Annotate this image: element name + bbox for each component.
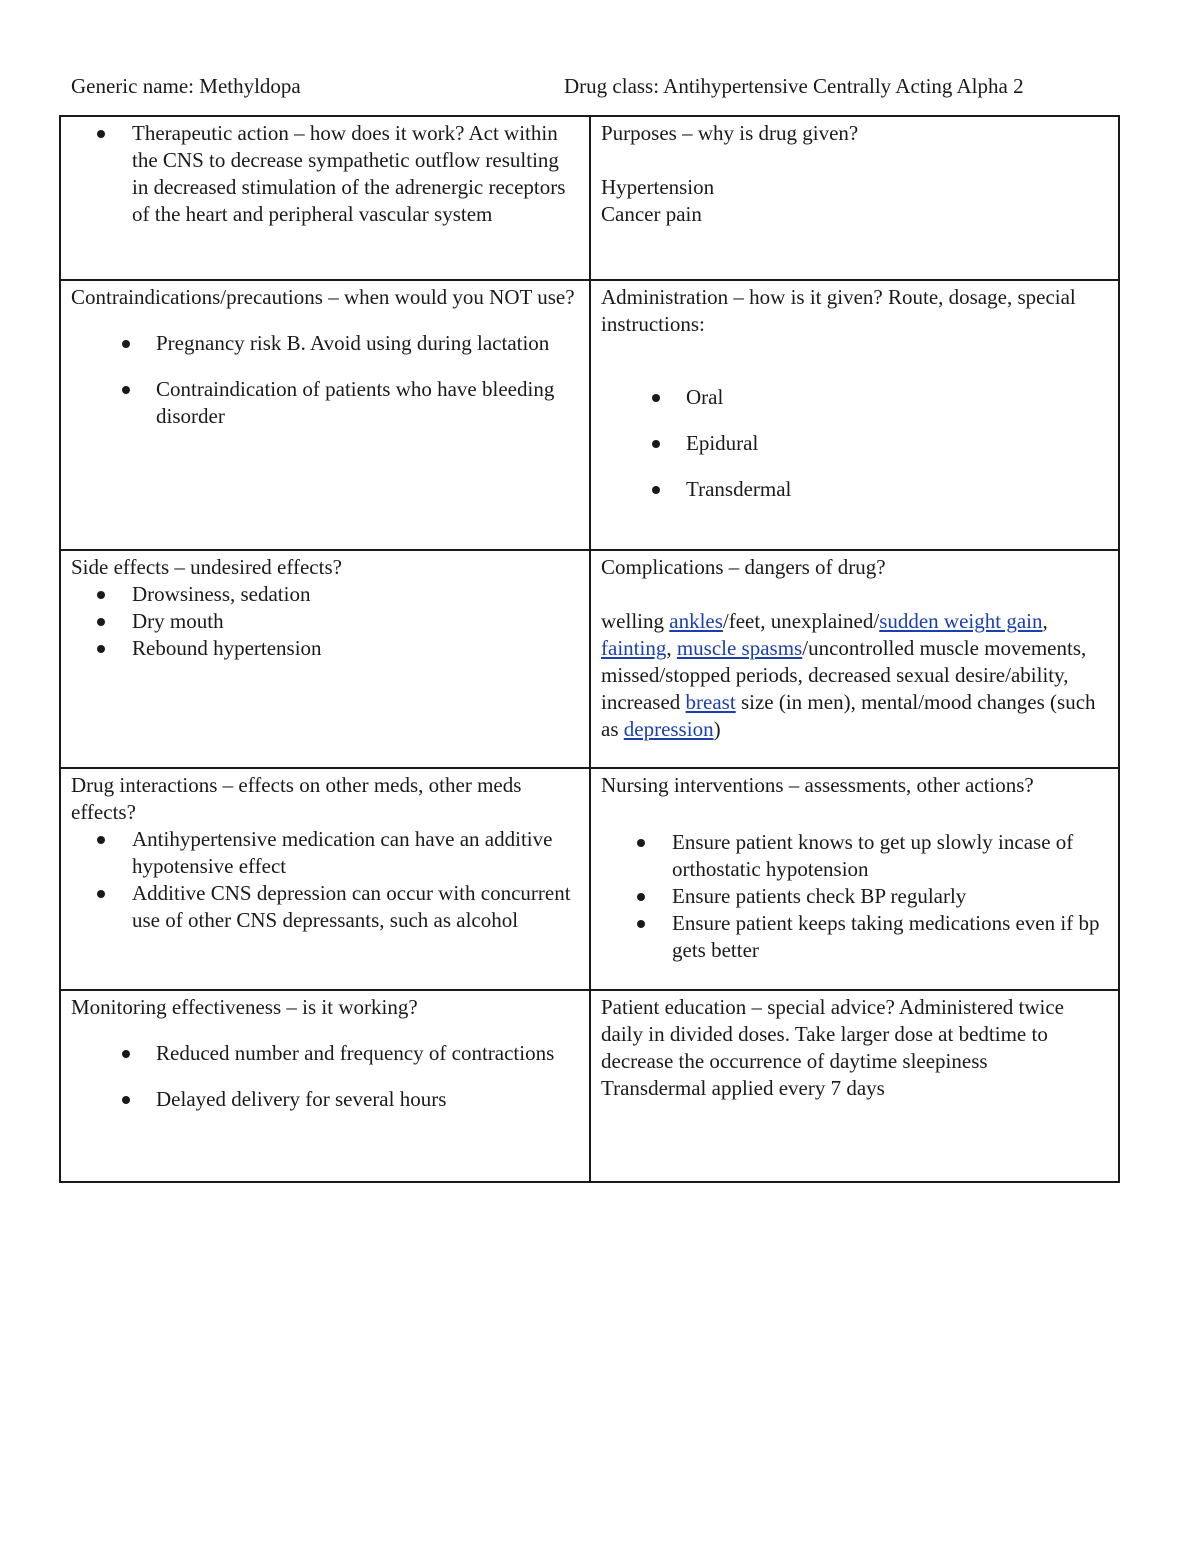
nursing-cell [590, 768, 1119, 990]
bullet-icon [97, 645, 105, 653]
bullet-icon [652, 486, 660, 494]
list-item: Ensure patient keeps taking medications even if bp gets better [591, 910, 1108, 964]
list-item: Contraindication of patients who have bleeding disorder [61, 376, 579, 430]
table-row [60, 280, 1119, 550]
administration-cell [590, 280, 1119, 550]
monitoring-heading: Monitoring effectiveness – is it working? [71, 995, 418, 1019]
link-depression[interactable]: depression [623, 717, 714, 741]
list-item: Additive CNS depression can occur with concurrent use of other CNS depressants, such as alcohol [61, 880, 579, 934]
side-effects-heading: Side effects – undesired effects? [71, 555, 342, 579]
complications-text: welling ankles/feet, unexplained/sudden weight gain, fainting, muscle spasms/uncontrolled muscle movements, missed/stopped periods, decreased sexual desire/ability, increased breast size (in men), mental/mood changes (such as depression) [601, 609, 1096, 741]
side-effects-cell [60, 550, 590, 768]
table-row [60, 116, 1119, 280]
bullet-icon [122, 1096, 130, 1104]
interactions-heading: Drug interactions – effects on other meds, other meds effects? [71, 773, 522, 824]
bullet-icon [122, 386, 130, 394]
list-item: Transdermal [591, 476, 1108, 503]
nursing-heading: Nursing interventions – assessments, other actions? [601, 773, 1034, 797]
list-item: Oral [591, 384, 1108, 411]
bullet-icon [652, 394, 660, 402]
bullet-icon [122, 340, 130, 348]
bullet-icon [637, 920, 645, 928]
list-item: Rebound hypertension [61, 635, 579, 662]
list-item: Delayed delivery for several hours [61, 1086, 579, 1113]
drug-card-table [59, 115, 1120, 1183]
complications-heading: Complications – dangers of drug? [601, 555, 886, 579]
list-item [61, 120, 579, 228]
contraindications-heading: Contraindications/precautions – when would you NOT use? [71, 285, 575, 309]
list-item: Reduced number and frequency of contractions [61, 1040, 579, 1067]
link-sudden-weight-gain[interactable]: sudden weight gain [879, 609, 1043, 633]
complications-cell [590, 550, 1119, 768]
bullet-icon [97, 618, 105, 626]
link-muscle-spasms[interactable]: muscle spasms [676, 636, 803, 660]
therapeutic-text: Therapeutic action – how does it work? Act within the CNS to decrease sympathetic outflow resulting in decreased stimulation of the adrenergic receptors of the heart and peripheral vascular system [132, 121, 566, 226]
monitoring-cell [60, 990, 590, 1182]
bullet-icon [97, 890, 105, 898]
purpose-item: Cancer pain [601, 202, 702, 226]
drug-class: Drug class: Antihypertensive Centrally Acting Alpha 2 [564, 74, 1024, 98]
education-cell [590, 990, 1119, 1182]
list-item: Ensure patients check BP regularly [591, 883, 1108, 910]
list-item: Ensure patient knows to get up slowly incase of orthostatic hypotension [591, 829, 1108, 883]
therapeutic-cell [60, 116, 590, 280]
table-row [60, 990, 1119, 1182]
table-row [60, 550, 1119, 768]
administration-heading: Administration – how is it given? Route, dosage, special instructions: [601, 285, 1076, 336]
education-text-transdermal: Transdermal applied every 7 days [601, 1076, 885, 1100]
list-item: Epidural [591, 430, 1108, 457]
interactions-cell [60, 768, 590, 990]
education-text: Patient education – special advice? Administered twice daily in divided doses. Take larger dose at bedtime to decrease the occurrence of daytime sleepiness [601, 995, 1065, 1073]
contraindications-cell [60, 280, 590, 550]
generic-name: Generic name: Methyldopa [71, 74, 301, 98]
table-row [60, 768, 1119, 990]
link-breast[interactable]: breast [685, 690, 736, 714]
list-item: Antihypertensive medication can have an additive hypotensive effect [61, 826, 579, 880]
list-item: Drowsiness, sedation [61, 581, 579, 608]
purpose-item: Hypertension [601, 175, 715, 199]
bullet-icon [122, 1050, 130, 1058]
list-item: Pregnancy risk B. Avoid using during lactation [61, 330, 579, 357]
purposes-heading: Purposes – why is drug given? [601, 121, 859, 145]
bullet-icon [97, 836, 105, 844]
link-ankles[interactable]: ankles [669, 609, 723, 633]
bullet-icon [637, 893, 645, 901]
bullet-icon [652, 440, 660, 448]
bullet-icon [637, 839, 645, 847]
list-item: Dry mouth [61, 608, 579, 635]
bullet-icon [97, 591, 105, 599]
link-fainting[interactable]: fainting [601, 636, 667, 660]
purposes-cell [590, 116, 1119, 280]
bullet-icon [97, 130, 105, 138]
